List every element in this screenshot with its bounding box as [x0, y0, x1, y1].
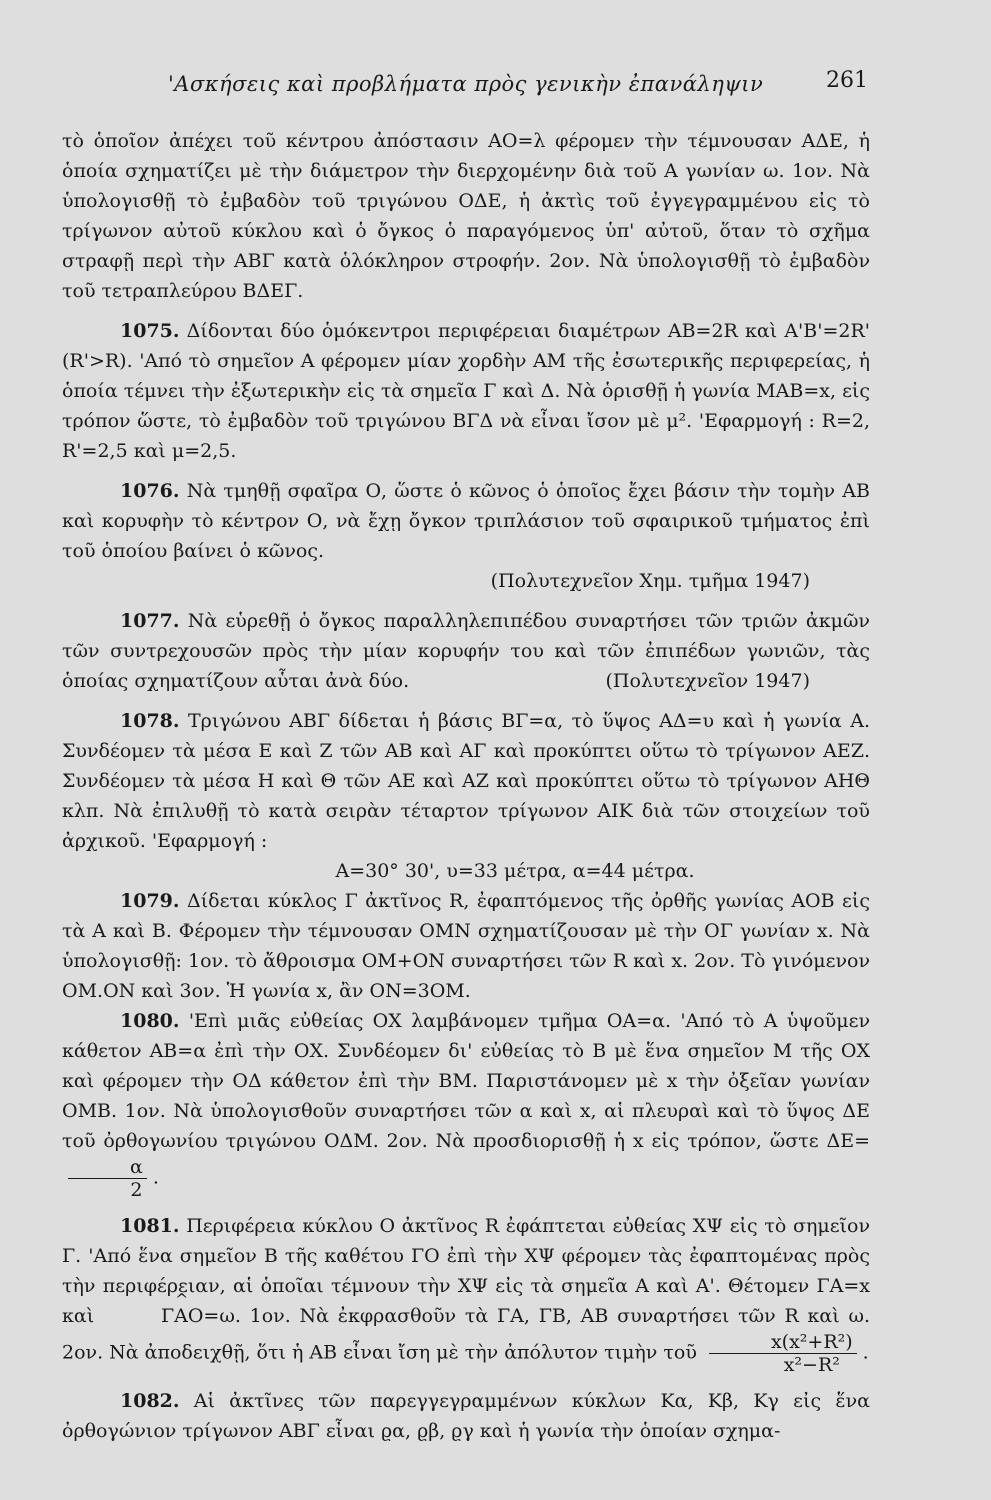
- problem-1079: [62, 886, 870, 1006]
- problem-number: 1081.: [120, 1215, 180, 1237]
- problem-1082: [62, 1386, 870, 1446]
- fraction: [68, 1156, 147, 1201]
- fraction-denominator: x²−R²: [783, 1354, 840, 1376]
- angle-symbol: ^ ΓΑΟ: [103, 1301, 203, 1331]
- problem-text: Δίδονται δύο ὁμόκεντροι περιφέρειαι διαμέτρων ΑΒ=2R καὶ Α'Β'=2R' (R'>R). 'Από τὸ σημεῖον Α φέρομεν μίαν χορδὴν ΑΜ τῆς ἐσωτερικῆς περιφερείας, ἡ ὁποία τέμνει τὴν ἐξωτερικὴν εἰς τὰ σημεῖα Γ καὶ Δ. Νὰ ὁρισθῇ ἡ γωνία ΜΑΒ=x, εἰς τρόπον ὥστε, τὸ ἐμβαδὸν τοῦ τριγώνου ΒΓΔ νὰ εἶναι ἴσον μὲ μ². 'Εφαρμογή : R=2, R'=2,5 καὶ μ=2,5.: [62, 320, 870, 462]
- problem-1080: [62, 1006, 870, 1201]
- problem-1075: [62, 316, 870, 466]
- problem-text: Νὰ τμηθῇ σφαῖρα Ο, ὥστε ὁ κῶνος ὁ ὁποῖος ἔχει βάσιν τὴν τομὴν ΑΒ καὶ κορυφὴν τὸ κέντρον Ο, νὰ ἔχῃ ὄγκον τριπλάσιον τοῦ σφαιρικοῦ τμήματος ἐπὶ τοῦ ὁποίου βαίνει ὁ κῶνος.: [62, 480, 870, 562]
- problem-number: 1076.: [120, 480, 180, 502]
- problem-text-a: Περιφέρεια κύκλου Ο ἀκτῖνος R ἐφάπτεται εὐθείας ΧΨ εἰς τὸ σημεῖον Γ. 'Από ἕνα σημεῖον Β τῆς καθέτου ΓΟ ἐπὶ τὴν ΧΨ φέρομεν τὰς ἐφαπτομένας πρὸς τὴν περιφέρειαν, αἱ ὁποῖαι τέμνουν τὴν ΧΨ εἰς τὰ σημεῖα Α καὶ Α'. Θέτομεν ΓΑ=x καὶ: [62, 1215, 870, 1327]
- problem-1078: [62, 706, 870, 886]
- problem-text: Δίδεται κύκλος Γ ἀκτῖνος R, ἐφαπτόμενος τῆς ὀρθῆς γωνίας ΑΟΒ εἰς τὰ Α καὶ Β. Φέρομεν τὴν τέμνουσαν ΟΜΝ σχηματίζουσαν μὲ τὴν ΟΓ γωνίαν x. Νὰ ὑπολογισθῇ: 1ον. τὸ ἄθροισμα ΟΜ+ΟΝ συναρτήσει τῶν R καὶ x. 2ον. Τὸ γινόμενον ΟΜ.ΟΝ καὶ 3ον. Ἡ γωνία x, ἂν ΟΝ=3ΟΜ.: [62, 890, 870, 1002]
- formula-lhs: ΔΕ=: [826, 1130, 870, 1152]
- problem-number: 1075.: [120, 320, 180, 342]
- problem-text-b: =ω. 1ον. Νὰ ἐκφρασθοῦν τὰ ΓΑ, ΓΒ, ΑΒ συναρτήσει τῶν R καὶ ω. 2ον. Νὰ ἀποδειχθῇ, ὅτι ἡ ΑΒ εἶναι ἴση μὲ τὴν ἀπόλυτον τιμὴν τοῦ: [62, 1305, 870, 1364]
- source-citation: (Πολυτεχνεῖον 1947): [605, 670, 810, 692]
- intro-paragraph: τὸ ὁποῖον ἀπέχει τοῦ κέντρου ἀπόστασιν ΑΟ=λ φέρομεν τὴν τέμνουσαν ΑΔΕ, ἡ ὁποία σχηματίζει μὲ τὴν διάμετρον τὴν διερχομένην διὰ τοῦ Α γωνίαν ω. 1ον. Νὰ ὑπολογισθῇ τὸ ἐμβαδὸν τοῦ τριγώνου ΟΔΕ, ἡ ἀκτὶς τοῦ ἐγγεγραμμένου εἰς τὸ τρίγωνον αὐτοῦ κύκλου καὶ ὁ ὄγκος ὁ παραγόμενος ὑπ' αὐτοῦ, ὅταν τὸ σχῆμα στραφῇ περὶ τὴν ΑΒΓ κατὰ ὁλόκληρον στροφήν. 2ον. Νὰ ὑπολογισθῇ τὸ ἐμβαδὸν τοῦ τετραπλεύρου ΒΔΕΓ.: [62, 130, 870, 302]
- problem-text: Αἱ ἀκτῖνες τῶν παρεγγεγραμμένων κύκλων Κα, Κβ, Κγ εἰς ἕνα ὀρθογώνιον τρίγωνον ΑΒΓ εἶναι ϱα, ϱβ, ϱγ καὶ ἡ γωνία τὴν ὁποίαν σχημα-: [62, 1390, 870, 1442]
- problem-number: 1078.: [120, 710, 180, 732]
- source-citation: (Πολυτεχνεῖον Χημ. τμῆμα 1947): [490, 570, 810, 592]
- problem-number: 1080.: [120, 1010, 180, 1032]
- application-values: Α=30° 30', υ=33 μέτρα, α=44 μέτρα.: [335, 860, 695, 882]
- problem-text: Νὰ εὑρεθῇ ὁ ὄγκος παραλληλεπιπέδου συναρτήσει τῶν τριῶν ἀκμῶν τῶν συντρεχουσῶν πρὸς τὴν μίαν κορυφήν του καὶ τῶν ἐπιπέδων γωνιῶν, τὰς ὁποίας σχηματίζουν αὗται ἀνὰ δύο.: [62, 610, 870, 692]
- fraction: [709, 1331, 857, 1376]
- formula-end: .: [152, 1166, 159, 1189]
- fraction-numerator: α: [68, 1156, 147, 1179]
- problem-number: 1082.: [120, 1390, 180, 1412]
- chapter-title: 'Ασκήσεις καὶ προβλήματα πρὸς γενικὴν ἐπανάληψιν: [168, 72, 764, 96]
- problem-text: 'Επὶ μιᾶς εὐθείας ΟΧ λαμβάνομεν τμῆμα ΟΑ=α. 'Από τὸ Α ὑψοῦμεν κάθετον ΑΒ=α ἐπὶ τὴν ΟΧ. Συνδέομεν δι' εὐθείας τὸ Β μὲ ἕνα σημεῖον Μ τῆς ΟΧ καὶ φέρομεν τὴν ΟΔ κάθετον ἐπὶ τὴν ΒΜ. Παριστάνομεν μὲ x τὴν ὀξεῖαν γωνίαν ΟΜΒ. 1ον. Νὰ ὑπολογισθοῦν συναρτήσει τῶν α καὶ x, αἱ πλευραὶ καὶ τὸ ὕψος ΔΕ τοῦ ὀρθογωνίου τριγώνου ΟΔΜ. 2ον. Νὰ προσδιορισθῇ ἡ x εἰς τρόπον, ὥστε: [62, 1010, 870, 1152]
- problem-1077: [62, 606, 870, 696]
- problem-text: Τριγώνου ΑΒΓ δίδεται ἡ βάσις ΒΓ=α, τὸ ὕψος ΑΔ=υ καὶ ἡ γωνία Α. Συνδέομεν τὰ μέσα Ε καὶ Ζ τῶν ΑΒ καὶ ΑΓ καὶ προκύπτει οὕτω τὸ τρίγωνον ΑΕΖ. Συνδέομεν τὰ μέσα Η καὶ Θ τῶν ΑΕ καὶ ΑΖ καὶ προκύπτει οὕτω τὸ τρίγωνον ΑΗΘ κλπ. Νὰ ἐπιλυθῇ τὸ κατὰ σειρὰν τέταρτον τρίγωνον ΑΙΚ διὰ τῶν στοιχείων τοῦ ἀρχικοῦ. 'Εφαρμογή :: [62, 710, 870, 852]
- fraction-denominator: 2: [130, 1179, 143, 1201]
- formula-end: .: [862, 1341, 869, 1364]
- problem-number: 1077.: [120, 610, 180, 632]
- problem-number: 1079.: [120, 890, 180, 912]
- fraction-numerator: x(x²+R²): [709, 1331, 857, 1354]
- problem-1076: [62, 476, 870, 596]
- page-number: 261: [826, 68, 868, 93]
- running-header: [168, 68, 868, 112]
- problem-1081: [62, 1211, 870, 1376]
- body-text: [62, 126, 870, 1446]
